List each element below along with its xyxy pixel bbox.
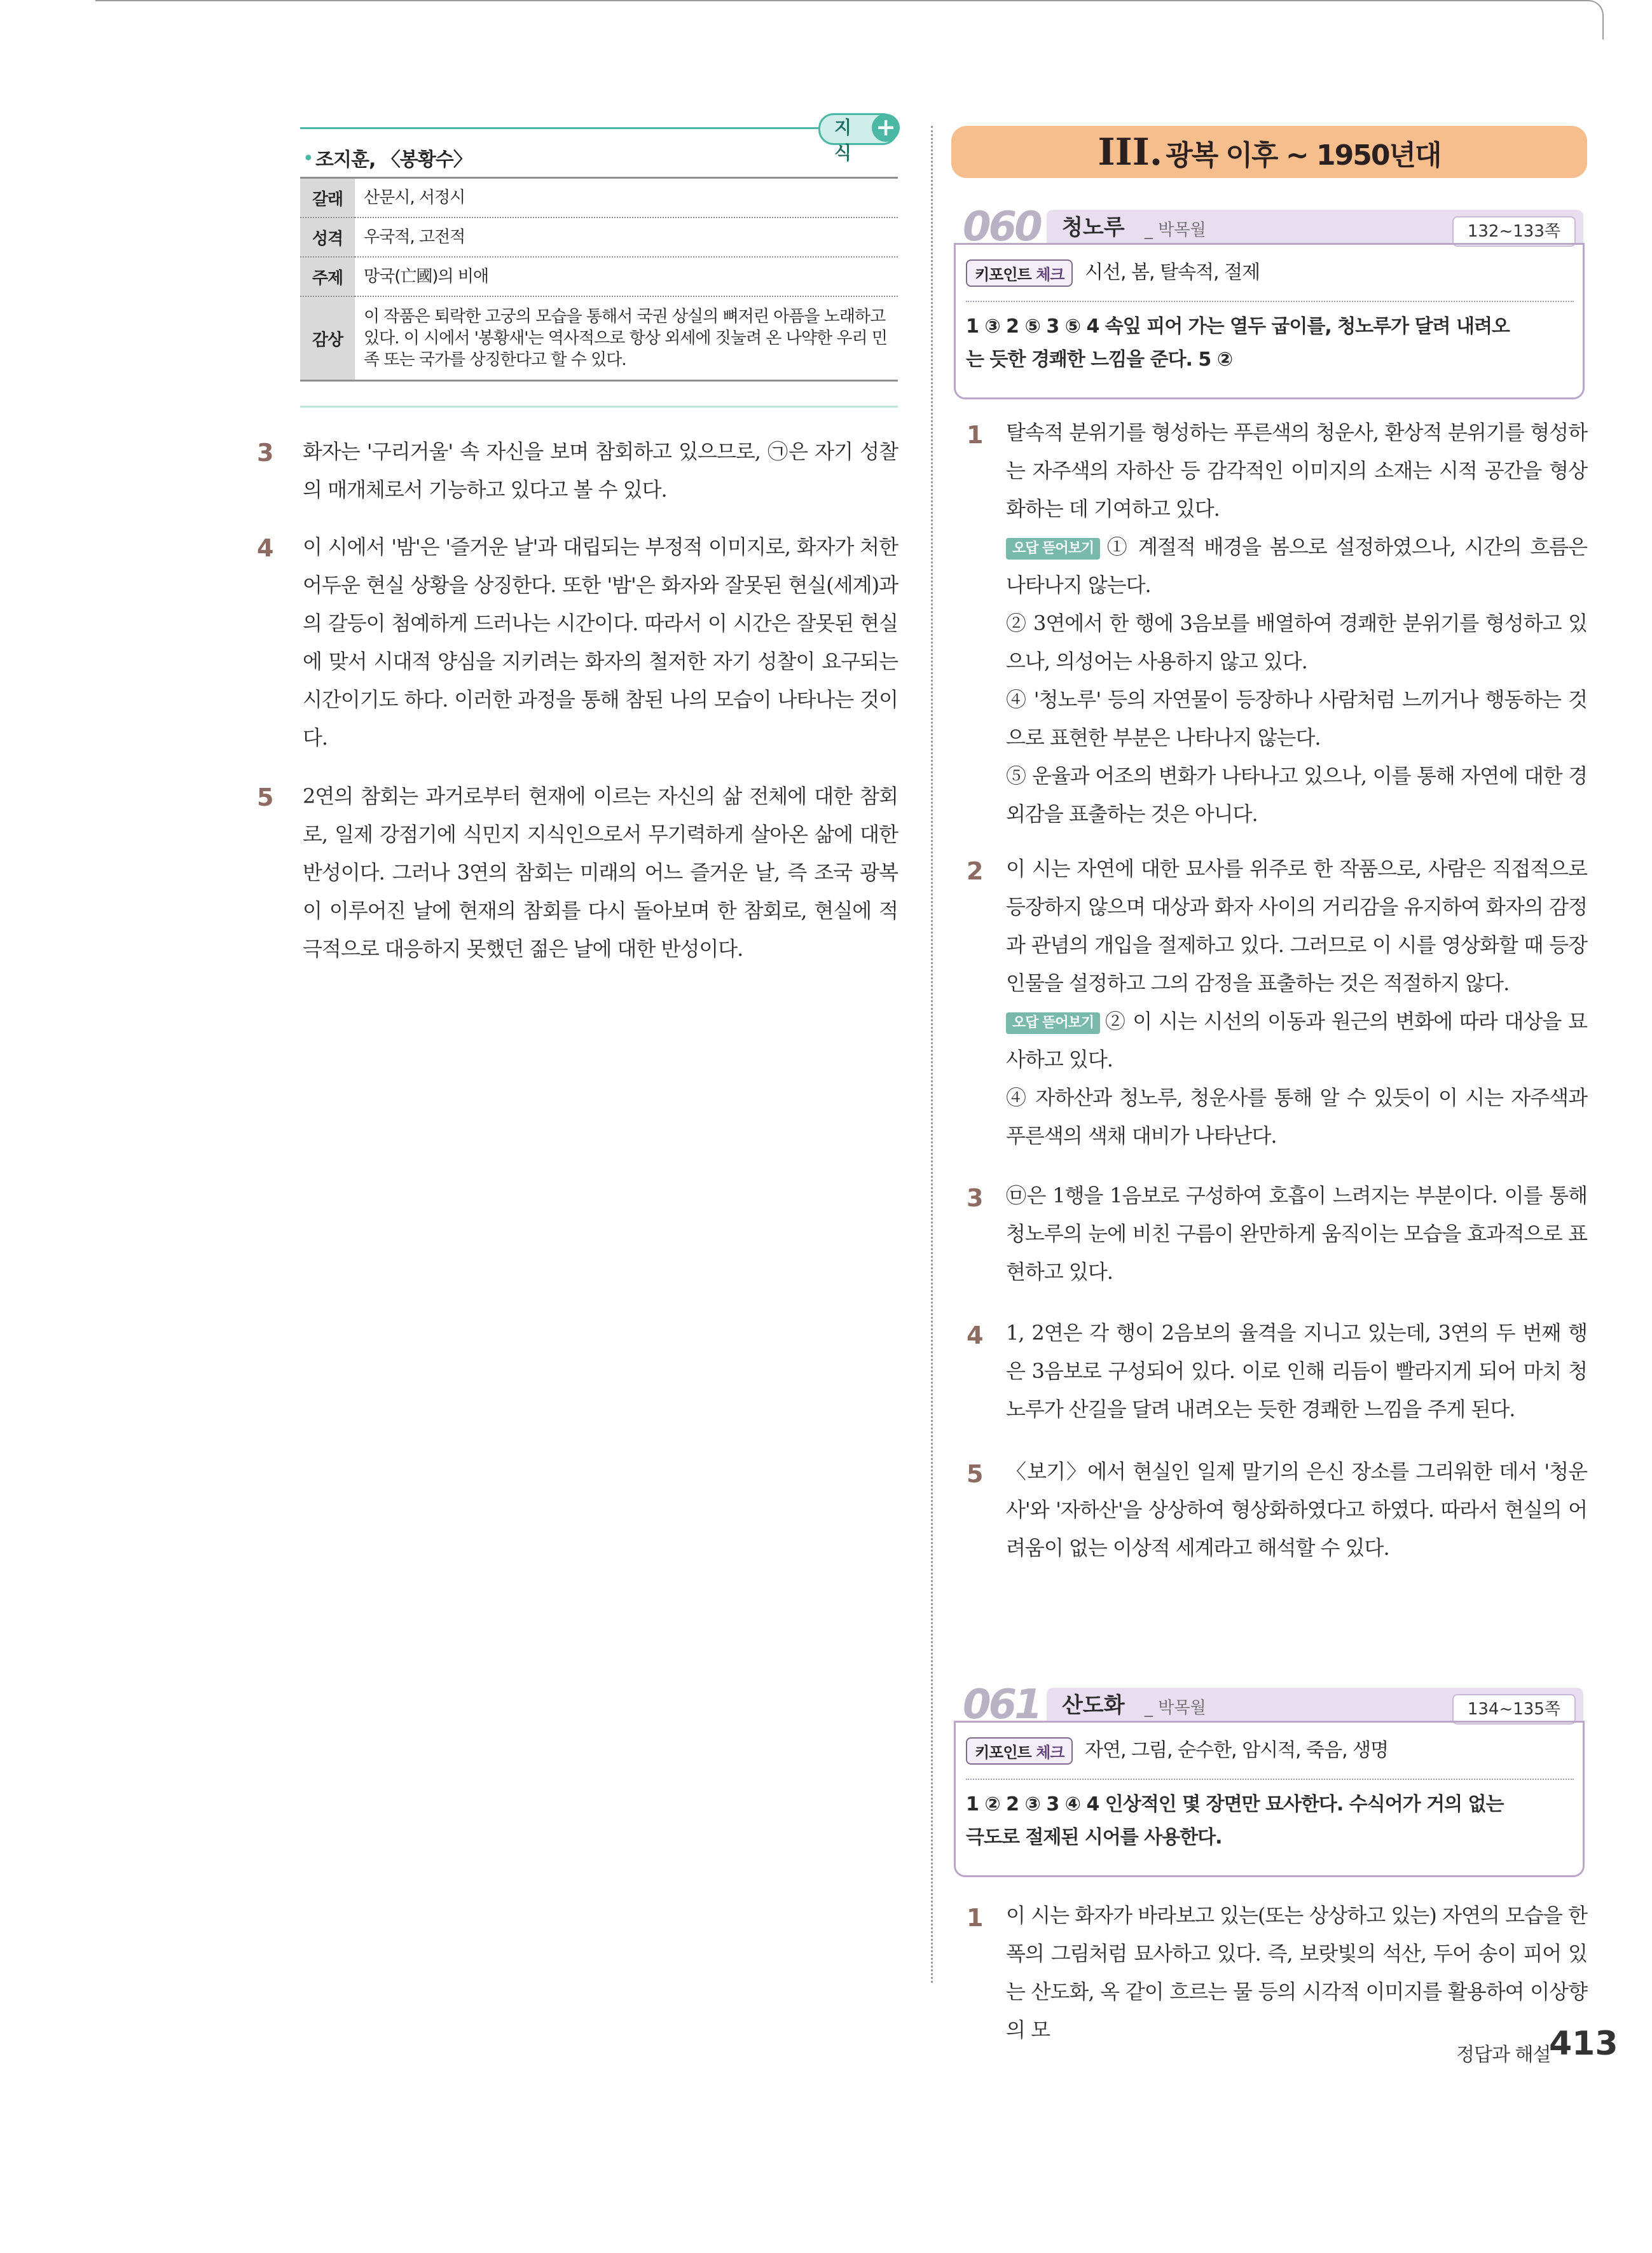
divider — [966, 1779, 1574, 1780]
plus-icon: + — [872, 114, 900, 142]
table-row — [300, 178, 898, 218]
page-frame-corner — [1583, 0, 1604, 39]
footer-label: 정답과 해설 — [1456, 2044, 1551, 2066]
chapter-banner — [951, 126, 1587, 178]
knowledge-tag-label: 지식 — [834, 117, 852, 163]
page-frame-top — [95, 0, 1587, 1]
table-key: 주제 — [300, 257, 355, 296]
item-number: 5 — [257, 783, 274, 811]
odap-badge: 오답 뜯어보기 — [1006, 538, 1100, 560]
page-range: 134~135쪽 — [1452, 1694, 1576, 1725]
work-body — [954, 1721, 1585, 1877]
item-number: 3 — [967, 1184, 984, 1212]
answers-line: 는 듯한 경쾌한 느낌을 준다. 5 ② — [966, 348, 1233, 371]
bullet-icon: • — [303, 148, 314, 170]
table-value: 망국(亡國)의 비애 — [355, 257, 898, 296]
item-number: 5 — [967, 1460, 984, 1488]
chapter-number: III. — [1098, 130, 1163, 174]
work-number: 060 — [963, 203, 1040, 251]
explanation-text: 탈속적 분위기를 형성하는 푸른색의 청운사, 환상적 분위기를 형성하는 자주색의 자하산 등 감각적인 이미지의 소재는 시적 공간을 형상화하는 데 기여하고 있다. — [1006, 420, 1587, 521]
explanation-text: ① 계절적 배경을 봄으로 설정하였으나, 시간의 흐름은 나타나지 않는다. — [1006, 535, 1587, 597]
check-label: 체크 — [1036, 266, 1064, 284]
work-body — [954, 243, 1585, 399]
table-row — [300, 257, 898, 296]
keywords: 자연, 그림, 순수한, 암시적, 죽음, 생명 — [1085, 1739, 1389, 1761]
item-number: 2 — [967, 857, 984, 885]
item-number: 4 — [257, 534, 274, 562]
explanation-text: 2연의 참회는 과거로부터 현재에 이르는 자신의 삶 전체에 대한 참회로, 일제 강점기에 식민지 지식인으로서 무기력하게 살아온 삶에 대한 반성이다. 그러나 3연의 참회는 미래의 어느 즐거운 날, 즉 조국 광복이 이루어진 날에 현재의 참회를 다시 돌아보며 한 참회로, 현실에 적극적으로 대응하지 못했던 젊은 날에 대한 반성이다. — [303, 784, 898, 961]
explanation-text: 이 시는 화자가 바라보고 있는(또는 상상하고 있는) 자연의 모습을 한 폭의 그림처럼 묘사하고 있다. 즉, 보랏빛의 석산, 두어 송이 피어 있는 산도화, 옥 같이 흐르는 물 등의 시각적 이미지를 활용하여 이상향의 모 — [1006, 1903, 1587, 2042]
knowledge-table — [300, 177, 898, 382]
table-value: 우국적, 고전적 — [355, 217, 898, 257]
chapter-title: 광복 이후 ~ 1950년대 — [1166, 139, 1441, 172]
keywords: 시선, 봄, 탈속적, 절제 — [1085, 261, 1260, 284]
answers-line: 극도로 절제된 시어를 사용한다. — [966, 1826, 1222, 1849]
item-number: 1 — [967, 421, 984, 449]
explanation-text: ④ '청노루' 등의 자연물이 등장하나 사람처럼 느끼거나 행동하는 것으로 표현한 부분은 나타나지 않는다. — [1006, 687, 1587, 750]
table-value: 산문시, 서정시 — [355, 178, 898, 218]
item-number: 1 — [967, 1904, 984, 1932]
work-author: _ 박목월 — [1145, 1698, 1206, 1718]
table-row — [300, 296, 898, 381]
odap-badge: 오답 뜯어보기 — [1006, 1012, 1100, 1034]
keypoint-label: 키포인트 — [975, 266, 1031, 284]
explanation-block — [1006, 413, 1587, 833]
keypoint-row — [966, 256, 1260, 287]
explanation-text: ㉤은 1행을 1음보로 구성하여 호흡이 느려지는 부분이다. 이를 통해 청노루의 눈에 비친 구름이 완만하게 움직이는 모습을 효과적으로 표현하고 있다. — [1006, 1183, 1587, 1284]
keypoint-tag — [966, 259, 1073, 287]
explanation-text: 화자는 '구리거울' 속 자신을 보며 참회하고 있으므로, ㉠은 자기 성찰의 매개체로서 기능하고 있다고 볼 수 있다. — [303, 439, 898, 502]
table-key: 성격 — [300, 217, 355, 257]
work-box-061 — [954, 1681, 1583, 1885]
explanation-text: ⑤ 운율과 어조의 변화가 나타나고 있으나, 이를 통해 자연에 대한 경외감을 표출하는 것은 아니다. — [1006, 764, 1587, 826]
work-title: 청노루 — [1062, 215, 1125, 240]
knowledge-bottom-line — [300, 406, 898, 408]
table-key: 갈래 — [300, 178, 355, 218]
explanation-text: 〈보기〉에서 현실인 일제 말기의 은신 장소를 그리워한 데서 '청운사'와 '자하산'을 상상하여 형상화하였다고 하였다. 따라서 현실의 어려움이 없는 이상적 세계라고 해석할 수 있다. — [1006, 1459, 1587, 1560]
explanation-block — [1006, 850, 1587, 1155]
keypoint-label: 키포인트 — [975, 1744, 1031, 1761]
knowledge-title: 조지훈, 〈봉황수〉 — [315, 149, 472, 171]
explanation-text: ② 이 시는 시선의 이동과 원근의 변화에 따라 대상을 묘사하고 있다. — [1006, 1009, 1587, 1071]
work-box-060 — [954, 203, 1583, 407]
knowledge-top-line — [300, 127, 834, 129]
wrong-answer-row — [1006, 1002, 1587, 1078]
table-row — [300, 217, 898, 257]
page-range: 132~133쪽 — [1452, 216, 1576, 247]
work-title: 산도화 — [1062, 1693, 1125, 1718]
knowledge-tag — [818, 113, 898, 163]
keypoint-tag — [966, 1737, 1073, 1765]
answers-line: 1 ③ 2 ⑤ 3 ⑤ 4 속잎 피어 가는 열두 굽이를, 청노루가 달려 내려오 — [966, 315, 1510, 338]
explanation-text: ② 3연에서 한 행에 3음보를 배열하여 경쾌한 분위기를 형성하고 있으나, 의성어는 사용하지 않고 있다. — [1006, 611, 1587, 673]
work-number: 061 — [963, 1681, 1040, 1728]
answers-line: 1 ② 2 ③ 3 ④ 4 인상적인 몇 장면만 묘사한다. 수식어가 거의 없는 — [966, 1793, 1504, 1815]
keypoint-row — [966, 1734, 1388, 1765]
explanation-text: ④ 자하산과 청노루, 청운사를 통해 알 수 있듯이 이 시는 자주색과 푸른색의 색채 대비가 나타난다. — [1006, 1085, 1587, 1148]
explanation-text: 이 시에서 '밤'은 '즐거운 날'과 대립되는 부정적 이미지로, 화자가 처한 어두운 현실 상황을 상징한다. 또한 '밤'은 화자와 잘못된 현실(세계)과의 갈등이 첨예하게 드러나는 시간이다. 따라서 이 시간은 잘못된 현실에 맞서 시대적 양심을 지키려는 화자의 철저한 자기 성찰이 요구되는 시간이기도 하다. 이러한 과정을 통해 참된 나의 모습이 나타나는 것이다. — [303, 535, 898, 750]
table-value: 이 작품은 퇴락한 고궁의 모습을 통해서 국권 상실의 뼈저린 아픔을 노래하고 있다. 이 시에서 '봉황새'는 역사적으로 항상 외세에 짓눌려 온 나약한 우리 민족 또는 국가를 상징한다고 할 수 있다. — [355, 296, 898, 381]
table-key: 감상 — [300, 296, 355, 381]
column-divider — [931, 126, 933, 1983]
explanation-text: 1, 2연은 각 행이 2음보의 율격을 지니고 있는데, 3연의 두 번째 행은 3음보로 구성되어 있다. 이로 인해 리듬이 빨라지게 되어 마치 청노루가 산길을 달려 내려오는 듯한 경쾌한 느낌을 주게 된다. — [1006, 1321, 1587, 1421]
page-number: 413 — [1549, 2025, 1618, 2063]
divider — [966, 301, 1574, 302]
item-number: 4 — [967, 1321, 984, 1349]
explanation-text: 이 시는 자연에 대한 묘사를 위주로 한 작품으로, 사람은 직접적으로 등장하지 않으며 대상과 화자 사이의 거리감을 유지하여 화자의 감정과 관념의 개입을 절제하고 있다. 그러므로 이 시를 영상화할 때 등장인물을 설정하고 그의 감정을 표출하는 것은 적절하지 않다. — [1006, 857, 1587, 995]
wrong-answer-row — [1006, 528, 1587, 604]
item-number: 3 — [257, 439, 274, 467]
check-label: 체크 — [1036, 1744, 1064, 1761]
work-author: _ 박목월 — [1145, 221, 1206, 240]
